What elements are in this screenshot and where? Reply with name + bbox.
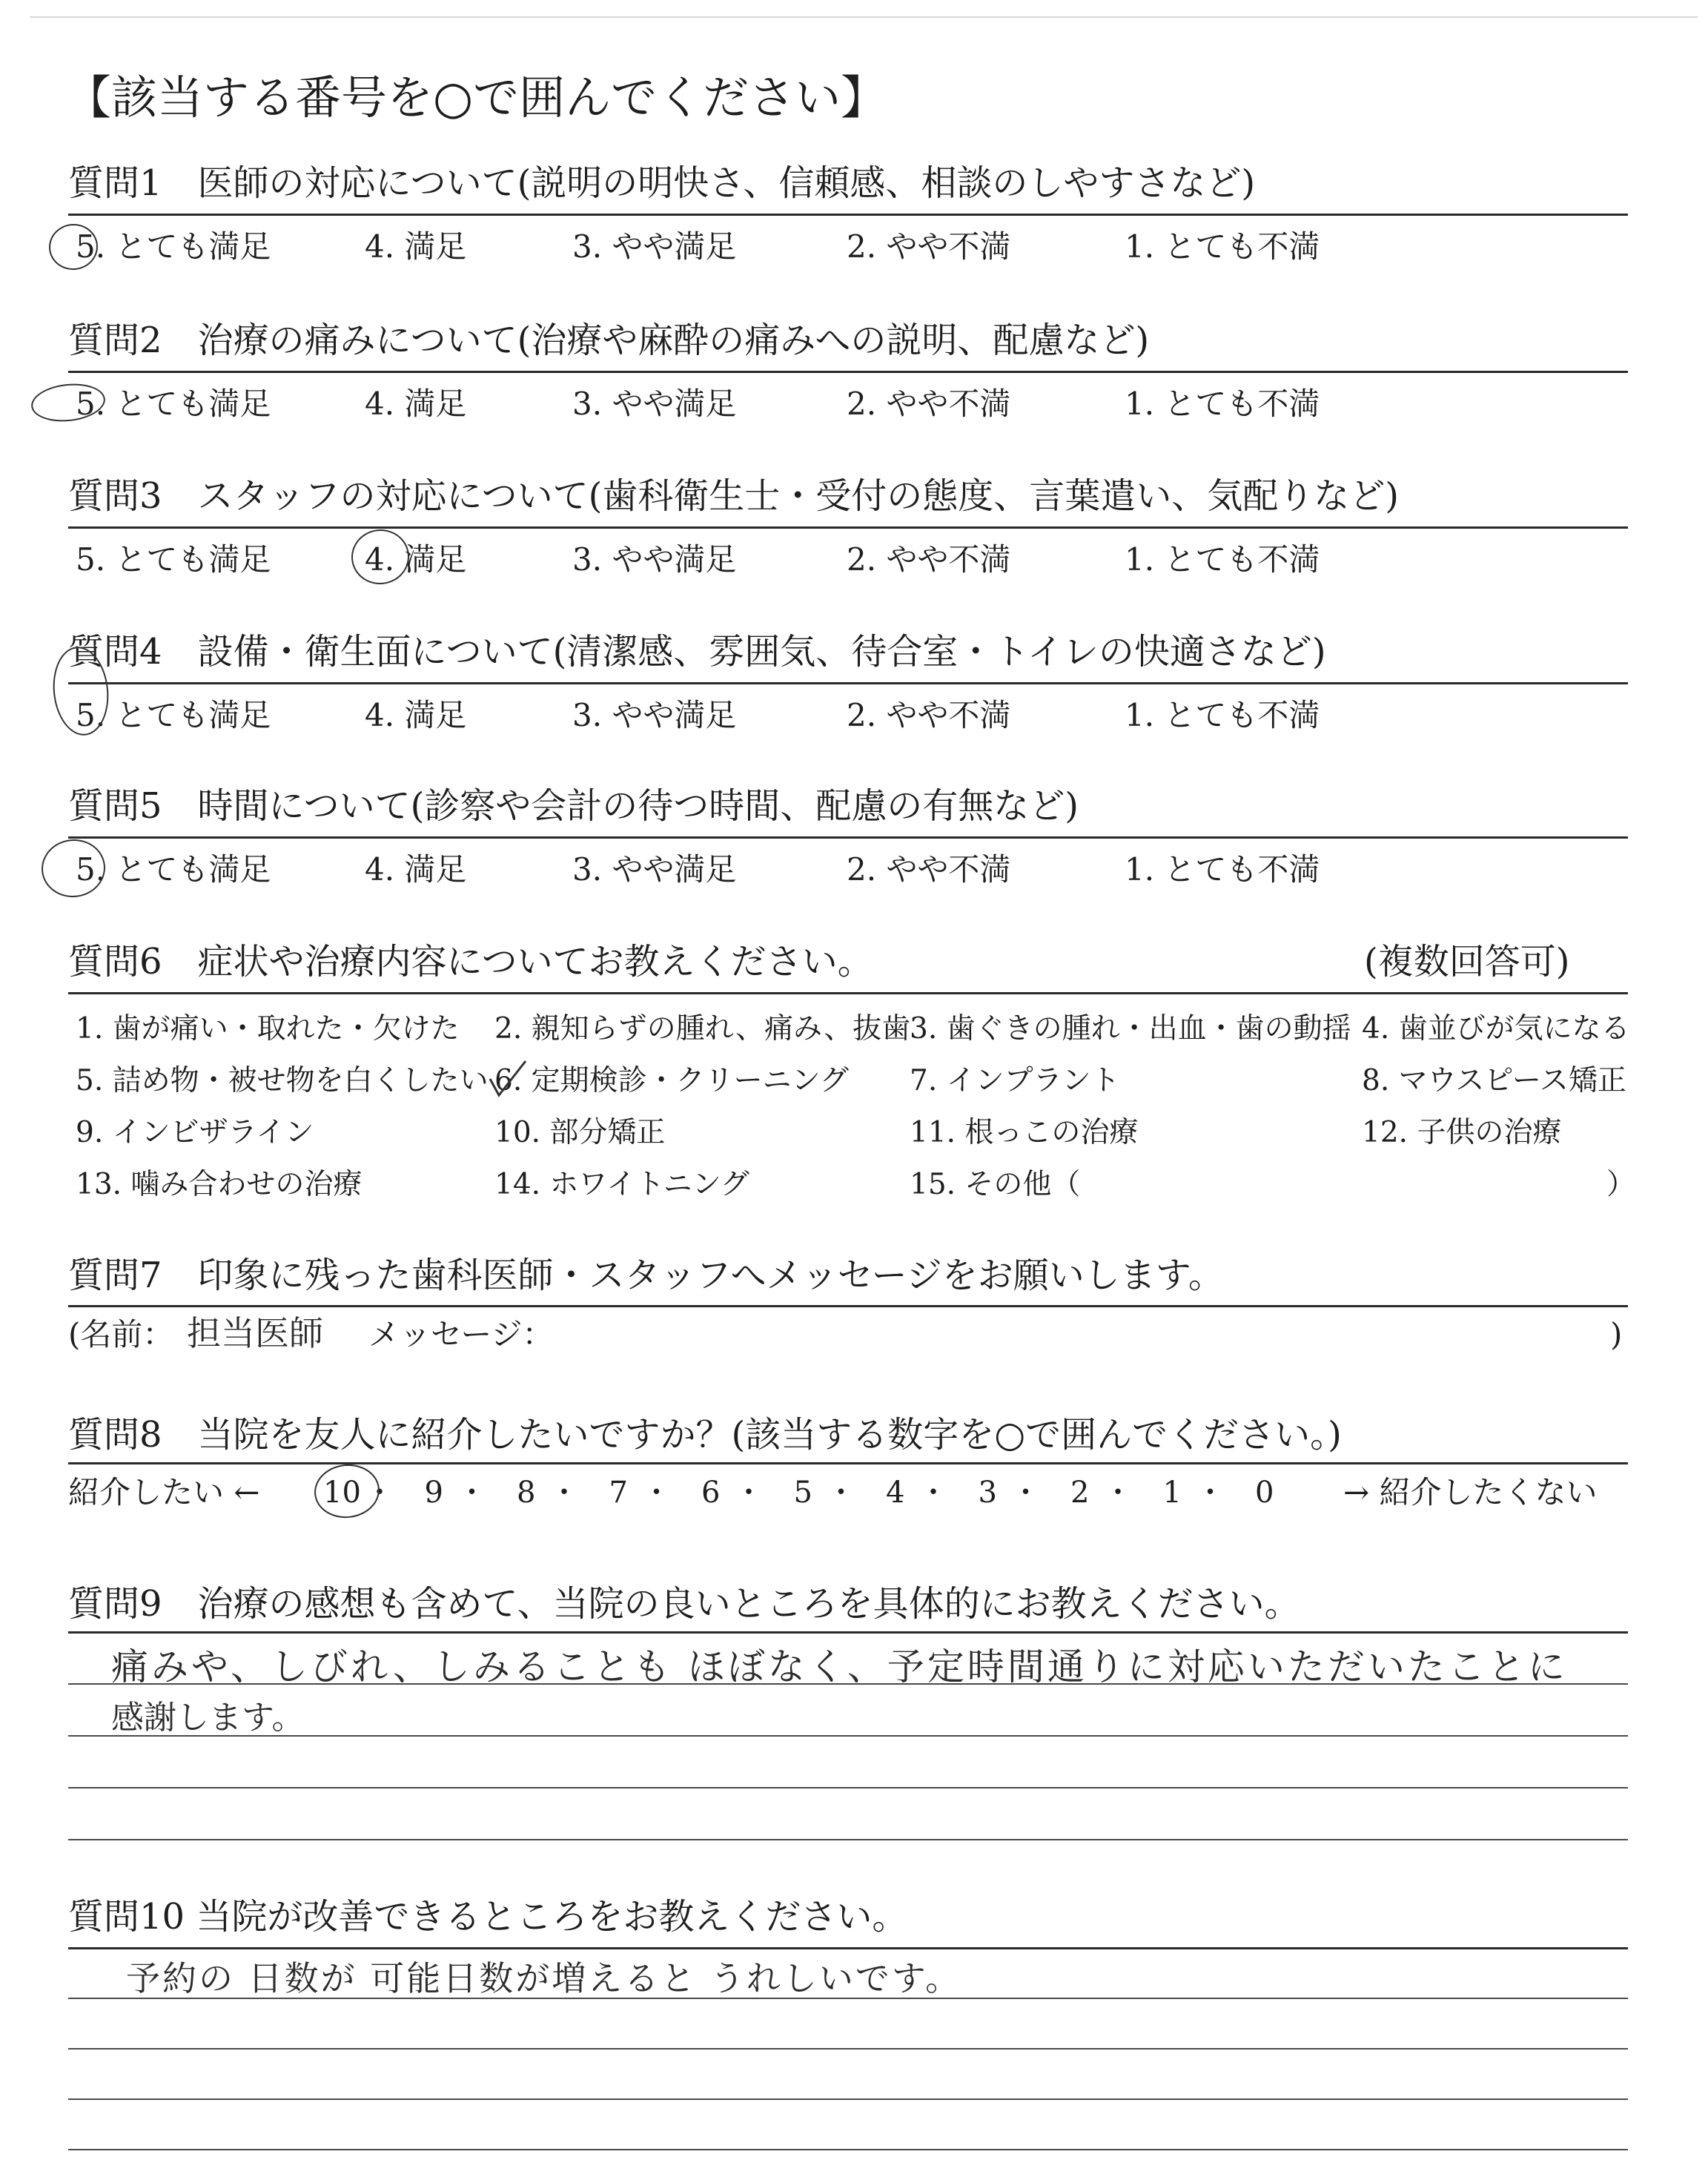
- question-6-title: 質問6 症状や治療内容についてお教えください。: [68, 941, 873, 982]
- q10-answer-line-1[interactable]: 予約の 日数が 可能日数が増えると うれしいです。: [126, 1958, 962, 1998]
- scale-separator: ・: [1195, 1476, 1225, 1510]
- symptom-item[interactable]: 11. 根っこの治療: [910, 1116, 1139, 1149]
- option-4[interactable]: 4. 満足: [365, 851, 467, 888]
- question-10-rule: [68, 1947, 1628, 1949]
- option-2[interactable]: 2. やや不満: [847, 541, 1011, 578]
- scale-value-8[interactable]: 8: [517, 1476, 536, 1510]
- page-top-border: [30, 16, 1698, 18]
- question-10: [68, 1891, 1625, 1943]
- question-4-rule: [68, 682, 1628, 684]
- option-1[interactable]: 1. とても不満: [1125, 541, 1320, 578]
- referral-left-label: 紹介したい ←: [68, 1474, 260, 1510]
- scale-value-5[interactable]: 5: [793, 1476, 812, 1510]
- option-4[interactable]: 4. 満足: [365, 228, 467, 265]
- question-2-rule: [68, 371, 1628, 373]
- symptom-item[interactable]: 5. 詰め物・被せ物を白くしたい: [76, 1064, 489, 1097]
- question-9: [68, 1578, 1625, 1630]
- option-5[interactable]: 5. とても満足: [76, 228, 271, 265]
- answer-line: [68, 2048, 1628, 2050]
- option-3[interactable]: 3. やや満足: [572, 851, 737, 888]
- scale-separator: ・: [1103, 1476, 1133, 1510]
- option-3[interactable]: 3. やや満足: [572, 386, 737, 422]
- symptom-item[interactable]: 10. 部分矯正: [494, 1116, 666, 1149]
- scale-separator: ・: [641, 1476, 672, 1510]
- question-1: [68, 157, 1625, 209]
- option-3[interactable]: 3. やや満足: [572, 228, 737, 265]
- scale-value-2[interactable]: 2: [1070, 1476, 1090, 1510]
- answer-line: [68, 2149, 1628, 2150]
- question-5: [68, 780, 1625, 832]
- question-1-rule: [68, 214, 1628, 216]
- question-3-title: 質問3 スタッフの対応について(歯科衛生士・受付の態度、言葉遣い、気配りなど): [68, 475, 1400, 517]
- answer-line: [68, 1839, 1628, 1840]
- multiple-answers-note: (複数回答可): [1364, 941, 1570, 982]
- question-10-title: 質問10 当院が改善できるところをお教えください。: [68, 1896, 908, 1938]
- scale-separator: ・: [734, 1476, 764, 1510]
- name-label: (名前：: [68, 1316, 174, 1353]
- scale-separator: ・: [457, 1476, 487, 1510]
- q9-answer-line-1[interactable]: 痛みや、しびれ、しみることも ほぼなく、予定時間通りに対応いただいたことに: [111, 1645, 1568, 1688]
- name-value[interactable]: 担当医師: [187, 1313, 323, 1353]
- scale-separator: ・: [826, 1476, 856, 1510]
- option-4[interactable]: 4. 満足: [365, 386, 467, 422]
- option-4[interactable]: 4. 満足: [365, 541, 467, 578]
- symptom-item-other[interactable]: 15. その他（: [910, 1168, 1081, 1201]
- option-2[interactable]: 2. やや不満: [847, 697, 1011, 733]
- question-3: [68, 470, 1625, 522]
- symptom-item[interactable]: 6. 定期検診・クリーニング: [494, 1064, 849, 1097]
- option-2[interactable]: 2. やや不満: [847, 228, 1011, 265]
- referral-scale: [0, 1472, 1708, 1516]
- question-1-title: 質問1 医師の対応について(説明の明快さ、信頼感、相談のしやすさなど): [68, 162, 1256, 204]
- check-mark-icon: [486, 1057, 530, 1101]
- message-label: メッセージ：: [368, 1316, 554, 1353]
- answer-line: [68, 1787, 1628, 1789]
- question-5-rule: [68, 836, 1628, 839]
- question-9-title: 質問9 治療の感想も含めて、当院の良いところを具体的にお教えください。: [68, 1583, 1300, 1625]
- page-heading: 【該当する番号を○で囲んでください】: [65, 70, 887, 125]
- question-5-title: 質問5 時間について(診察や会計の待つ時間、配慮の有無など): [68, 785, 1079, 827]
- scale-value-0[interactable]: 0: [1255, 1476, 1274, 1510]
- option-1[interactable]: 1. とても不満: [1125, 697, 1320, 733]
- option-5[interactable]: 5. とても満足: [76, 851, 271, 888]
- question-7: [68, 1249, 1625, 1301]
- selection-circle: [39, 836, 108, 901]
- scale-value-7[interactable]: 7: [609, 1476, 628, 1510]
- question-4: [68, 626, 1625, 678]
- symptom-item[interactable]: 2. 親知らずの腫れ、痛み、抜歯: [494, 1012, 911, 1046]
- option-5[interactable]: 5. とても満足: [76, 386, 271, 422]
- scale-value-9[interactable]: 9: [424, 1476, 443, 1510]
- scale-separator: ・: [918, 1476, 948, 1510]
- option-1[interactable]: 1. とても不満: [1125, 386, 1320, 422]
- question-2-title: 質問2 治療の痛みについて(治療や麻酔の痛みへの説明、配慮など): [68, 320, 1150, 361]
- other-close-paren: ）: [1606, 1168, 1636, 1201]
- symptom-item[interactable]: 12. 子供の治療: [1362, 1116, 1562, 1149]
- question-8: [68, 1409, 1625, 1461]
- symptom-item[interactable]: 14. ホワイトニング: [494, 1168, 749, 1201]
- symptom-item[interactable]: 8. マウスピース矯正: [1362, 1064, 1626, 1097]
- scale-separator: ・: [1010, 1476, 1041, 1510]
- option-4[interactable]: 4. 満足: [365, 697, 467, 733]
- scale-value-10[interactable]: 10: [323, 1476, 361, 1510]
- symptom-item[interactable]: 13. 噛み合わせの治療: [76, 1168, 363, 1201]
- question-3-rule: [68, 526, 1628, 529]
- symptom-item[interactable]: 4. 歯並びが気になる: [1362, 1012, 1630, 1046]
- symptom-item[interactable]: 9. インビザライン: [76, 1116, 314, 1149]
- symptom-item[interactable]: 7. インプラント: [910, 1064, 1120, 1097]
- scale-value-1[interactable]: 1: [1162, 1476, 1182, 1510]
- answer-line: [68, 2098, 1628, 2100]
- scale-value-6[interactable]: 6: [701, 1476, 721, 1510]
- symptom-item[interactable]: 1. 歯が痛い・取れた・欠けた: [76, 1012, 460, 1046]
- question-7-title: 質問7 印象に残った歯科医師・スタッフへメッセージをお願いします。: [68, 1255, 1224, 1296]
- scale-separator: ・: [365, 1476, 394, 1510]
- symptom-item[interactable]: 3. 歯ぐきの腫れ・出血・歯の動揺: [910, 1012, 1351, 1046]
- question-4-title: 質問4 設備・衛生面について(清潔感、雰囲気、待合室・トイレの快適さなど): [68, 631, 1326, 673]
- option-1[interactable]: 1. とても不満: [1125, 228, 1320, 265]
- option-3[interactable]: 3. やや満足: [572, 697, 737, 733]
- referral-right-label: → 紹介したくない: [1343, 1474, 1598, 1510]
- scale-separator: ・: [549, 1476, 579, 1510]
- question-8-title: 質問8 当院を友人に紹介したいですか？(該当する数字を○で囲んでください。): [68, 1414, 1342, 1456]
- question-8-rule: [68, 1462, 1628, 1464]
- option-5[interactable]: 5. とても満足: [76, 697, 271, 733]
- scale-value-4[interactable]: 4: [886, 1476, 905, 1510]
- option-2[interactable]: 2. やや不満: [847, 386, 1011, 422]
- option-2[interactable]: 2. やや不満: [847, 851, 1011, 888]
- q9-answer-line-2[interactable]: 感謝します。: [111, 1699, 305, 1737]
- question-2: [68, 314, 1625, 366]
- question-7-rule: [68, 1305, 1628, 1307]
- scale-value-3[interactable]: 3: [978, 1476, 997, 1510]
- message-close-paren: ): [1610, 1316, 1623, 1353]
- question-6-rule: [68, 992, 1628, 994]
- option-5[interactable]: 5. とても満足: [76, 541, 271, 578]
- option-1[interactable]: 1. とても不満: [1125, 851, 1320, 888]
- question-9-rule: [68, 1631, 1628, 1634]
- option-3[interactable]: 3. やや満足: [572, 541, 737, 578]
